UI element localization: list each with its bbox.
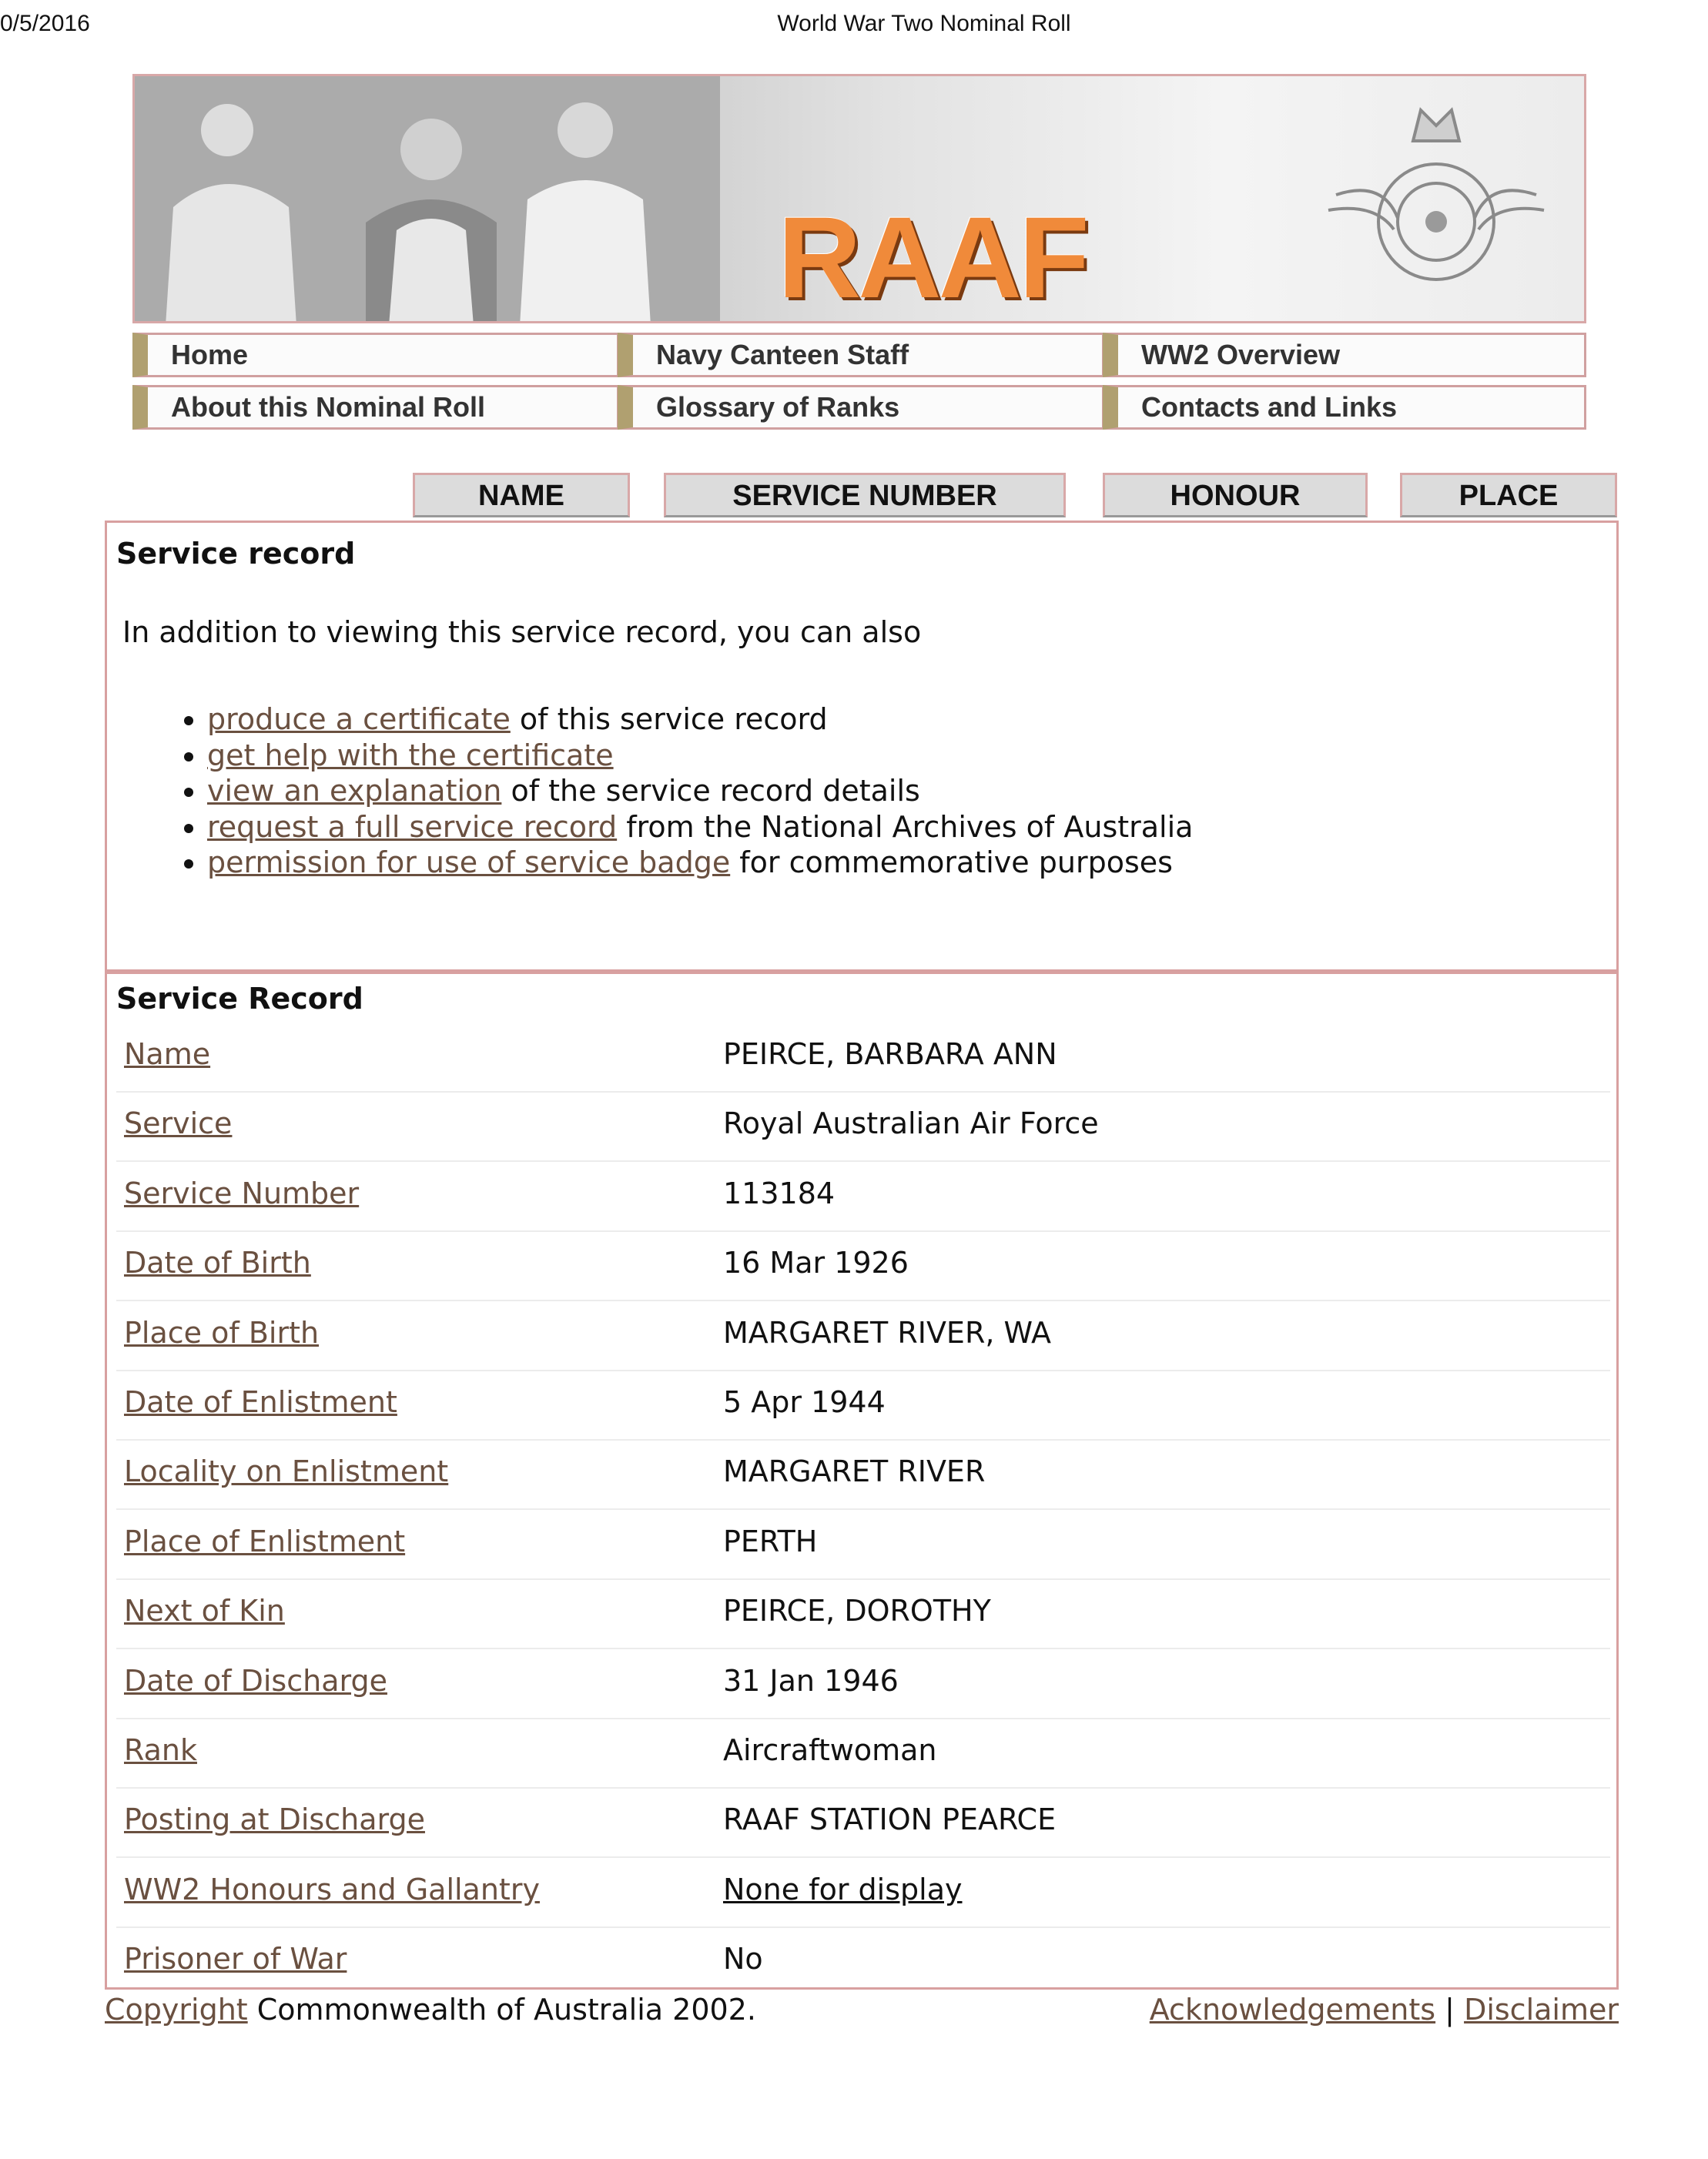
list-item: • produce a certificate of this service record (207, 701, 1193, 738)
field-label-link[interactable]: Next of Kin (124, 1594, 285, 1628)
footer-copyright: Copyright Commonwealth of Australia 2002. (105, 1993, 756, 2027)
list-item: • view an explanation of the service record details (207, 773, 1193, 809)
view-explanation-link[interactable]: view an explanation (207, 774, 502, 808)
table-row (116, 1649, 1610, 1719)
field-value: MARGARET RIVER, WA (723, 1315, 1051, 1350)
airmen-photo (135, 76, 720, 323)
field-label-link[interactable]: Name (124, 1037, 211, 1071)
field-value: 113184 (723, 1176, 836, 1210)
field-label-link[interactable]: Posting at Discharge (124, 1803, 425, 1837)
field-value: 16 Mar 1926 (723, 1246, 909, 1280)
service-badge-permission-link[interactable]: permission for use of service badge (207, 845, 731, 879)
list-item: • permission for use of service badge for commemorative purposes (207, 845, 1193, 881)
print-title: World War Two Nominal Roll (777, 11, 1071, 36)
raaf-banner (132, 74, 1586, 323)
field-value: 31 Jan 1946 (723, 1663, 899, 1698)
table-row (116, 1022, 1610, 1093)
table-row (116, 1857, 1610, 1928)
copyright-link[interactable]: Copyright (105, 1993, 248, 2027)
field-value: PEIRCE, DOROTHY (723, 1594, 991, 1628)
tab-place[interactable]: PLACE (1400, 473, 1617, 517)
field-label-link[interactable]: Locality on Enlistment (124, 1454, 449, 1489)
nav-about-nominal-roll[interactable]: About this Nominal Roll (132, 385, 619, 430)
field-label-link[interactable]: Place of Enlistment (124, 1524, 406, 1558)
field-label-link[interactable]: Date of Enlistment (124, 1385, 397, 1419)
raaf-crest-icon (1321, 87, 1552, 318)
field-value: Royal Australian Air Force (723, 1106, 1099, 1141)
field-value: MARGARET RIVER (723, 1454, 986, 1489)
service-record-panel (105, 972, 1619, 1990)
table-row (116, 1439, 1610, 1510)
field-label-link[interactable]: Service (124, 1106, 233, 1141)
field-value: No (723, 1942, 763, 1977)
certificate-help-link[interactable]: get help with the certificate (207, 738, 614, 772)
nav-ww2-overview[interactable]: WW2 Overview (1103, 333, 1586, 377)
field-label-link[interactable]: Date of Discharge (124, 1663, 387, 1698)
field-value-link[interactable]: None for display (723, 1872, 963, 1906)
nav-navy-canteen-staff[interactable]: Navy Canteen Staff (618, 333, 1104, 377)
request-full-record-link[interactable]: request a full service record (207, 809, 618, 844)
options-intro: In addition to viewing this service record, you can also (122, 615, 922, 649)
table-row (116, 1370, 1610, 1441)
print-date: 0/5/2016 (0, 11, 90, 36)
footer-links: Acknowledgements | Disclaimer (1149, 1993, 1619, 2027)
nav-home[interactable]: Home (132, 333, 619, 377)
field-value: RAAF STATION PEARCE (723, 1803, 1057, 1837)
list-item: • request a full service record from the National Archives of Australia (207, 809, 1193, 845)
field-label-link[interactable]: Date of Birth (124, 1246, 311, 1280)
options-panel-title: Service record (116, 537, 356, 571)
table-row (116, 1230, 1610, 1301)
table-row (116, 1300, 1610, 1371)
field-value: 5 Apr 1944 (723, 1385, 886, 1419)
options-panel (105, 521, 1619, 972)
table-row (116, 1718, 1610, 1789)
field-label-link[interactable]: Place of Birth (124, 1315, 320, 1350)
field-label-link[interactable]: WW2 Honours and Gallantry (124, 1872, 540, 1906)
tab-name[interactable]: NAME (413, 473, 630, 517)
field-label-link[interactable]: Service Number (124, 1176, 360, 1210)
table-row (116, 1091, 1610, 1162)
table-row (116, 1578, 1610, 1649)
table-row (116, 1161, 1610, 1232)
acknowledgements-link[interactable]: Acknowledgements (1149, 1993, 1436, 2027)
field-value: Aircraftwoman (723, 1733, 937, 1767)
banner-title: RAAF (778, 192, 1087, 322)
produce-certificate-link[interactable]: produce a certificate (207, 702, 511, 736)
field-value: PEIRCE, BARBARA ANN (723, 1037, 1057, 1071)
list-item (207, 738, 1193, 774)
field-value: PERTH (723, 1524, 818, 1558)
field-label-link[interactable]: Prisoner of War (124, 1942, 347, 1977)
tab-honour[interactable]: HONOUR (1103, 473, 1368, 517)
nav-glossary-of-ranks[interactable]: Glossary of Ranks (618, 385, 1104, 430)
options-link-list (169, 701, 1193, 881)
service-record-title: Service Record (116, 982, 363, 1016)
table-row (116, 1787, 1610, 1858)
table-row (116, 1509, 1610, 1580)
tab-service-number[interactable]: SERVICE NUMBER (664, 473, 1066, 517)
nav-contacts-and-links[interactable]: Contacts and Links (1103, 385, 1586, 430)
field-label-link[interactable]: Rank (124, 1733, 197, 1767)
table-row (116, 1926, 1610, 1996)
disclaimer-link[interactable]: Disclaimer (1464, 1993, 1619, 2027)
